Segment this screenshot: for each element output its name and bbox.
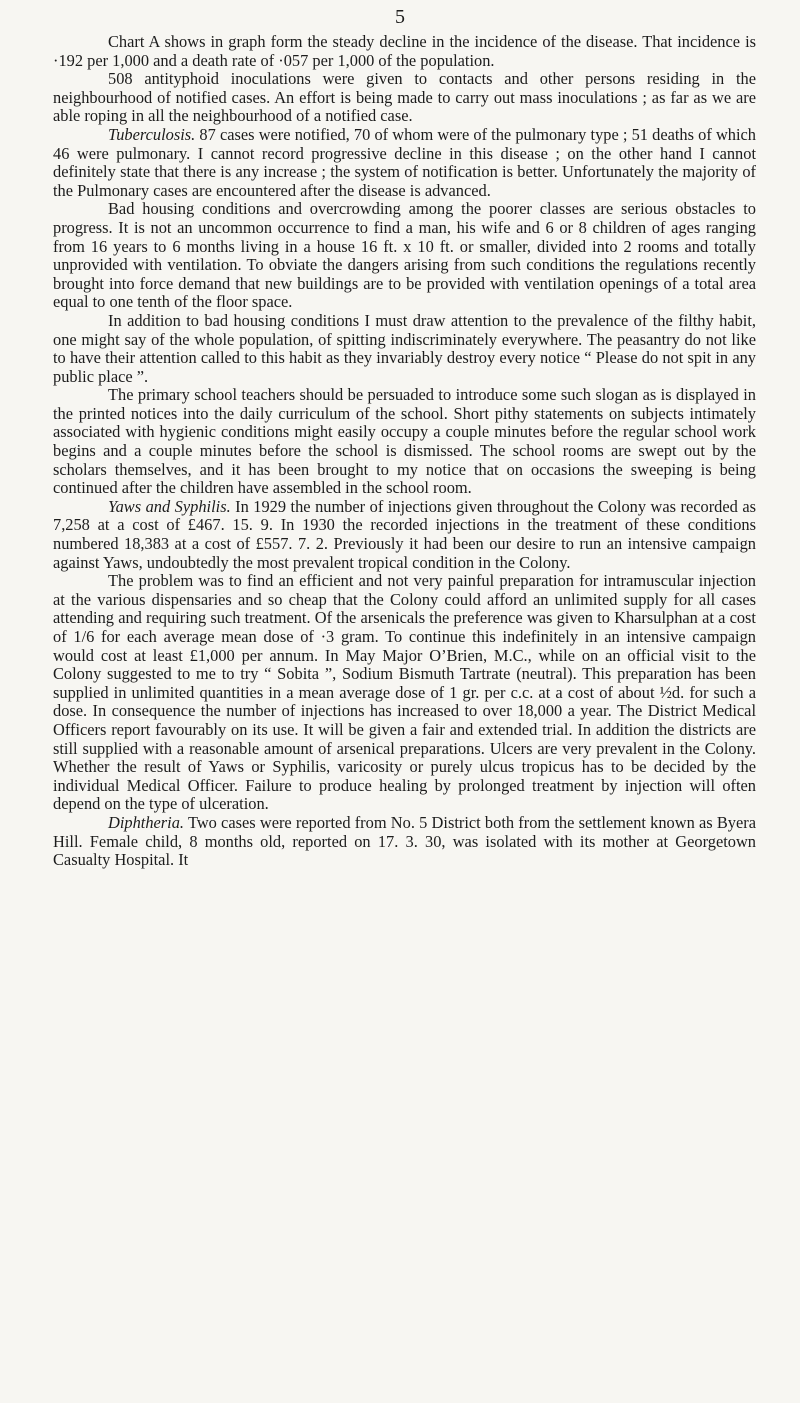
page-number: 5: [395, 6, 405, 28]
paragraph-injection-problem: [53, 572, 756, 814]
paragraph-text: 87 cases were notified, 70 of whom were of the pulmonary type ; 51 deaths of which 46 were pulmonary. I cannot record progressive decline in this disease ; on the other hand I cannot definitely state that there is any increase ; the system of notification is better. Unfortunately the majority of the Pulmonary cases are encountered after the disease is advanced.: [53, 124, 756, 200]
paragraph-chart-a: [53, 33, 756, 70]
section-heading-yaws-syphilis: Yaws and Syphilis.: [108, 496, 231, 516]
paragraph-text: In 1929 the number of injections given throughout the Colony was recorded as 7,258 at a cost of £467. 15. 9. In 1930 the recorded injections in the treatment of these conditions numbered 18,383 at a cost of £557. 7. 2. Previously it had been our desire to run an intensive campaign against Yaws, undoubtedly the most prevalent tropical condition in the Colony.: [53, 496, 756, 572]
paragraph-text: Two cases were reported from No. 5 District both from the settlement known as Byera Hill. Female child, 8 months old, reported on 17. 3. 30, was isolated with its mother at Georgetown Casualty Hospital. It: [53, 812, 756, 870]
paragraph-text: Bad housing conditions and overcrowding among the poorer classes are serious obstacles to progress. It is not an uncommon occurrence to find a man, his wife and 6 or 8 children of ages ranging from 16 years to 6 months living in a house 16 ft. x 10 ft. or smaller, divided into 2 rooms and totally unprovided with ventilation. To obviate the dangers arising from such conditions the regulations recently brought into force demand that new buildings are to be provided with ventilation openings of a total area equal to one tenth of the floor space.: [53, 199, 756, 312]
paragraph-text: In addition to bad housing conditions I must draw attention to the prevalence of the filthy habit, one might say of the whole population, of spitting indiscriminately everywhere. The peasantry do not like to have their attention called to this habit as they invariably destroy every notice “ Please do not spit in any public place ”.: [53, 310, 756, 386]
paragraph-text: 508 antityphoid inoculations were given to contacts and other persons residing in the neighbourhood of notified cases. An effort is being made to carry out mass inoculations ; as far as we are able roping in all the neighbourhood of a notified case.: [53, 69, 756, 126]
document-body: [53, 33, 756, 870]
paragraph-text: The primary school teachers should be persuaded to introduce some such slogan as is displayed in the printed notices into the daily curriculum of the school. Short pithy statements on subjects intimately associated with hygienic conditions might easily occupy a couple minutes before the regular school work begins and a couple minutes before the school is dismissed. The school rooms are swept out by the scholars themselves, and it has been brought to my notice that on occasions the sweeping is being continued after the children have assembled in the school room.: [53, 385, 756, 498]
paragraph-school: [53, 386, 756, 498]
paragraph-housing: [53, 200, 756, 312]
paragraph-tuberculosis: [53, 126, 756, 200]
paragraph-yaws-syphilis: [53, 498, 756, 572]
paragraph-text: The problem was to find an efficient and not very painful preparation for intramuscular injection at the various dispensaries and so cheap that the Colony could afford an unlimited supply for all cases attending and requiring such treatment. Of the arsenicals the preference was given to Kharsulphan at a cost of 1/6 for each average mean dose of ·3 gram. To continue this indefinitely in an intensive campaign would cost at least £1,000 per annum. In May Major O’Brien, M.C., while on an official visit to the Colony suggested to me to try “ Sobita ”, Sodium Bismuth Tartrate (neutral). This preparation has been supplied in unlimited quantities in a mean average dose of 1 gr. per c.c. at a cost of about ½d. for such a dose. In consequence the number of injections has increased to over 18,000 a year. The District Medical Officers report favourably on its use. It will be given a fair and extended trial. In addition the districts are still supplied with a reasonable amount of arsenical preparations. Ulcers are very prevalent in the Colony. Whether the result of Yaws or Syphilis, varicosity or purely ulcus tropicus has to be decided by the individual Medical Officer. Failure to produce healing by prolonged treatment by injection will often depend on the type of ulceration.: [53, 571, 756, 814]
paragraph-antityphoid: [53, 70, 756, 126]
paragraph-diphtheria: [53, 814, 756, 870]
paragraph-spitting: [53, 312, 756, 386]
section-heading-diphtheria: Diphtheria.: [108, 812, 185, 832]
paragraph-text: Chart A shows in graph form the steady decline in the incidence of the disease. That incidence is ·192 per 1,000 and a death rate of ·057 per 1,000 of the population.: [53, 32, 756, 70]
section-heading-tuberculosis: Tuberculosis.: [108, 124, 196, 144]
